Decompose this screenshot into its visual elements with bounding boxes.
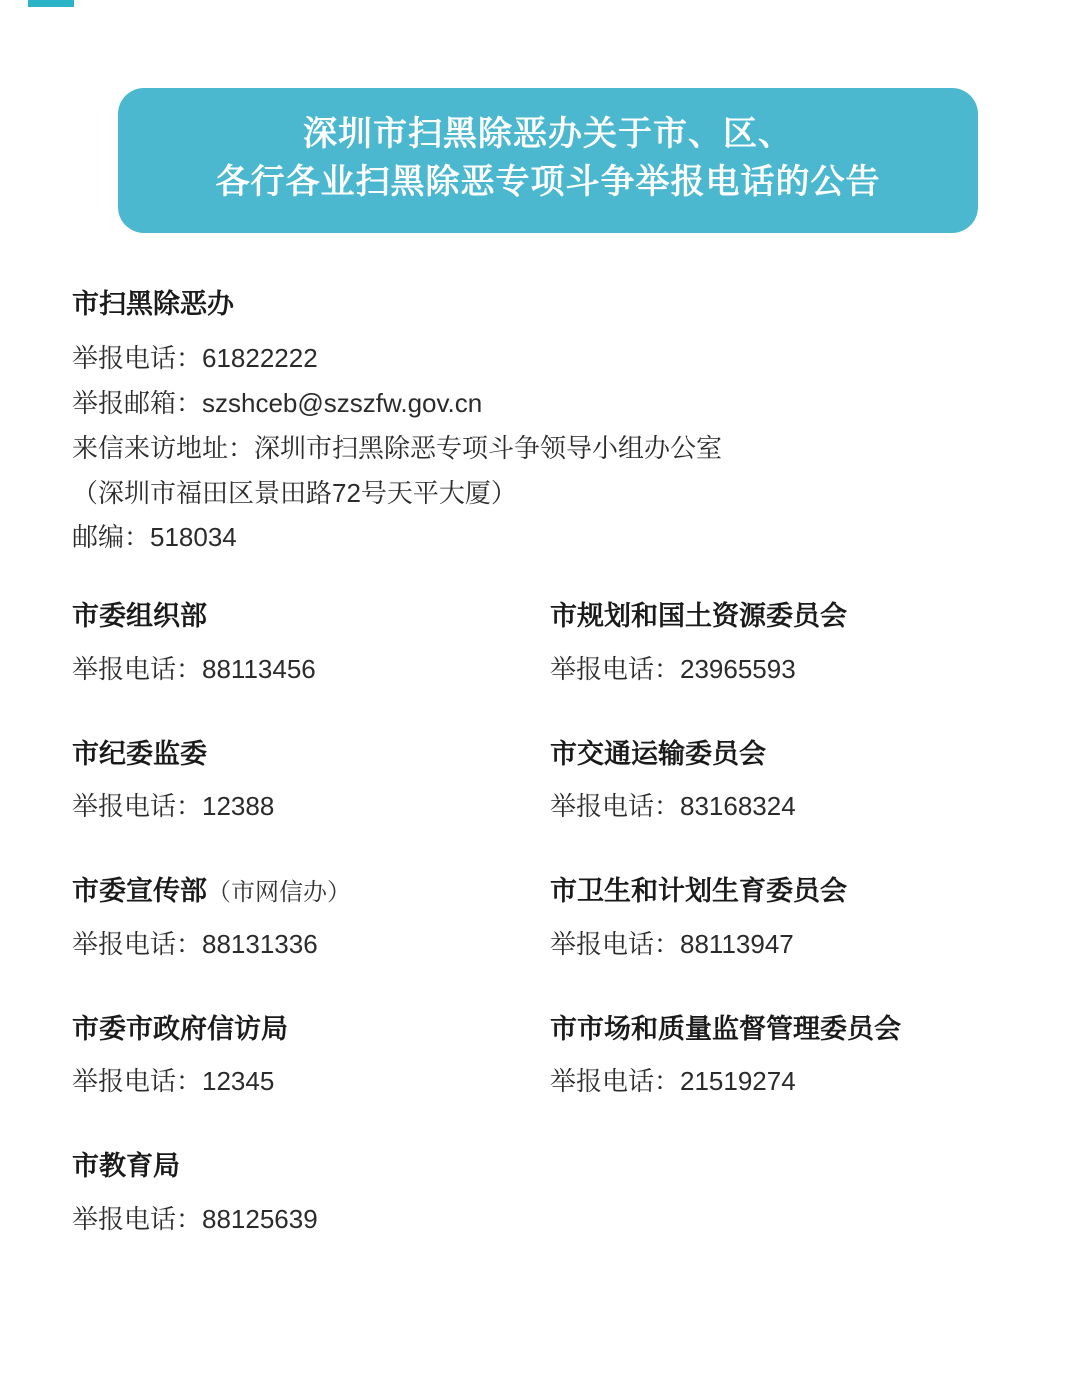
head-office-block: [72, 288, 1012, 560]
department-name-text: 市交通运输委员会: [550, 738, 766, 769]
head-office-postcode: 邮编：518034: [72, 522, 237, 553]
title-line-2: 各行各业扫黑除恶专项斗争举报电话的公告: [215, 163, 881, 202]
department-phone: 举报电话：12388: [72, 791, 275, 822]
department-name-text: 市委宣传部: [72, 876, 207, 907]
department-name-text: 市教育局: [72, 1151, 180, 1182]
department-name: [72, 600, 550, 633]
head-office-address-line-1: 来信来访地址：深圳市扫黑除恶专项斗争领导小组办公室: [72, 432, 723, 463]
head-office-address-line-2: （深圳市福田区景田路72号天平大厦）: [72, 477, 517, 508]
department-name-text: 市委组织部: [72, 600, 207, 631]
department-phone: 举报电话：88131336: [72, 928, 318, 959]
department-phone: 举报电话：88113456: [72, 653, 316, 684]
department-item: [550, 875, 1012, 967]
department-phone: 举报电话：21519274: [550, 1066, 796, 1097]
department-item-placeholder: [550, 1150, 1012, 1288]
department-phone: 举报电话：83168324: [550, 791, 796, 822]
department-name-text: 市规划和国土资源委员会: [550, 600, 847, 631]
department-name: [72, 1150, 550, 1183]
head-office-phone: 举报电话：61822222: [72, 343, 318, 374]
department-name-text: 市市场和质量监督管理委员会: [550, 1013, 901, 1044]
department-item: [550, 1013, 1012, 1105]
department-name-text: 市委市政府信访局: [72, 1013, 288, 1044]
department-name: [72, 1013, 550, 1046]
department-phone: 举报电话：12345: [72, 1066, 275, 1097]
department-item: [72, 600, 550, 692]
department-name: [550, 600, 1012, 633]
department-name: [550, 738, 1012, 771]
head-office-name: 市扫黑除恶办: [72, 289, 234, 319]
department-phone: 举报电话：88125639: [72, 1203, 318, 1234]
department-item: [72, 1150, 550, 1242]
department-name: [72, 875, 550, 908]
title-line-1: 深圳市扫黑除恶办关于市、区、: [303, 115, 793, 153]
department-item: [72, 738, 550, 830]
department-item: [550, 600, 1012, 692]
department-name: [550, 1013, 1012, 1046]
title-banner: [118, 88, 978, 233]
department-item: [72, 875, 550, 967]
top-accent-bar: [28, 0, 74, 7]
department-name-text: 市纪委监委: [72, 738, 207, 769]
department-grid: [72, 600, 1012, 1288]
announcement-body: [72, 288, 1012, 1288]
department-item: [72, 1013, 550, 1105]
department-item: [550, 738, 1012, 830]
department-name-text: 市卫生和计划生育委员会: [550, 876, 847, 907]
head-office-email: 举报邮箱：szshceb@szszfw.gov.cn: [72, 388, 483, 419]
department-phone: 举报电话：23965593: [550, 653, 796, 684]
department-name: [550, 875, 1012, 908]
department-phone: 举报电话：88113947: [550, 928, 794, 959]
department-name: [72, 738, 550, 771]
department-name-suffix: （市网信办）: [207, 879, 351, 907]
